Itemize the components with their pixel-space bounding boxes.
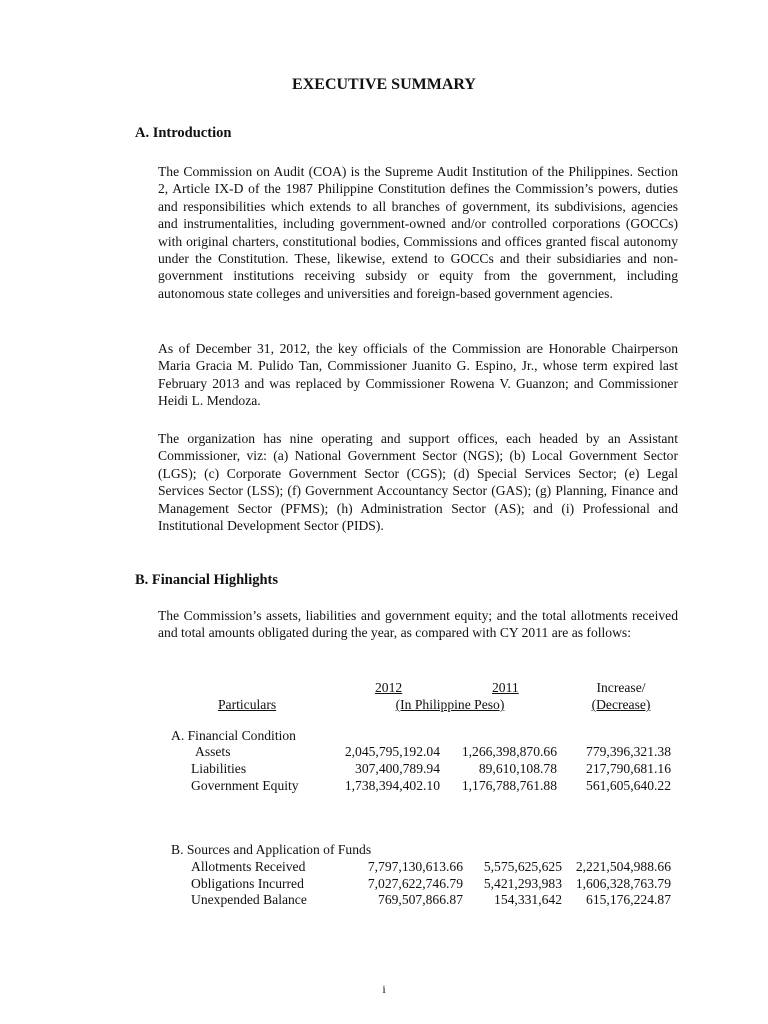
row-value-2012: 1,738,394,402.10 — [344, 778, 440, 793]
intro-paragraph-3: The organization has nine operating and support offices, each headed by an Assistant Commissioner, viz: (a) National Government Sector (NGS); (b) Local Government Sector (LGS); (c) Corporate Government Sector (CGS); (d) Special Services Sector; (e) Legal Services Sector (LSS); (f) Government Accountancy Sector (GAS); (g) Planning, Finance and Management Sector (PFMS); (h) Administration Sector (AS); and (i) Professional and Institutional Development Sector (PIDS). — [158, 431, 678, 534]
row-value-2012: 2,045,795,192.04 — [344, 744, 440, 759]
row-value-2012: 769,507,866.87 — [378, 892, 463, 907]
group-label-financial-condition: A. Financial Condition — [171, 728, 296, 743]
column-header-change: Increase/ — [596, 680, 646, 695]
column-header-unit: (In Philippine Peso) — [395, 697, 505, 712]
financial-intro-paragraph: The Commission’s assets, liabilities and government equity; and the total allotments received and total amounts obligated during the year, as compared with CY 2011 are as follows: — [158, 608, 678, 641]
column-header-2011: 2011 — [492, 680, 519, 695]
row-value-2012: 7,797,130,613.66 — [367, 859, 463, 874]
row-value-change: 1,606,328,763.79 — [575, 876, 671, 891]
intro-paragraph-1: The Commission on Audit (COA) is the Supreme Audit Institution of the Philippines. Section 2, Article IX-D of the 1987 Philippine Constitution defines the Commission’s powers, duties and responsibilities which extends to all branches of government, its subdivisions, agencies and instrumentalities, including government-owned and/or controlled corporations (GOCCs) with original charters, constitutional bodies, Commissions and offices granted fiscal autonomy under the Constitution. These, likewise, extend to GOCCs and their subsidiaries and non-government institutions receiving subsidy or equity from the government, including autonomous state colleges and universities and foreign-based government agencies. — [158, 164, 678, 301]
row-value-change: 217,790,681.16 — [586, 761, 671, 776]
section-heading-financial-highlights: B. Financial Highlights — [135, 572, 279, 588]
column-header-particulars: Particulars — [218, 697, 277, 712]
section-heading-introduction: A. Introduction — [135, 125, 232, 141]
row-label: Unexpended Balance — [191, 892, 307, 907]
intro-paragraph-2: As of December 31, 2012, the key officials of the Commission are Honorable Chairperson Maria Gracia M. Pulido Tan, Commissioner Juanito G. Espino, Jr., whose term expired last February 2013 and was replaced by Commissioner Rowena V. Guanzon; and Commissioner Heidi L. Mendoza. — [158, 341, 678, 409]
column-header-2012: 2012 — [375, 680, 403, 695]
row-label: Government Equity — [191, 778, 299, 793]
row-value-2011: 5,575,625,625 — [483, 859, 562, 874]
row-label: Assets — [195, 744, 231, 759]
row-value-2011: 154,331,642 — [494, 892, 562, 907]
row-value-2012: 307,400,789.94 — [355, 761, 440, 776]
page-number: i — [382, 982, 386, 996]
row-label: Obligations Incurred — [191, 876, 304, 891]
page-title: EXECUTIVE SUMMARY — [292, 76, 476, 93]
row-value-2011: 5,421,293,983 — [483, 876, 562, 891]
row-value-2011: 89,610,108.78 — [478, 761, 557, 776]
row-value-change: 779,396,321.38 — [586, 744, 671, 759]
row-value-change: 615,176,224.87 — [586, 892, 671, 907]
group-label-sources-application: B. Sources and Application of Funds — [171, 842, 372, 857]
row-value-2012: 7,027,622,746.79 — [367, 876, 463, 891]
row-value-2011: 1,176,788,761.88 — [461, 778, 557, 793]
row-value-change: 2,221,504,988.66 — [575, 859, 671, 874]
row-value-2011: 1,266,398,870.66 — [461, 744, 557, 759]
row-label: Allotments Received — [191, 859, 306, 874]
column-header-change-sub: (Decrease) — [591, 697, 651, 712]
row-label: Liabilities — [191, 761, 247, 776]
row-value-change: 561,605,640.22 — [586, 778, 671, 793]
